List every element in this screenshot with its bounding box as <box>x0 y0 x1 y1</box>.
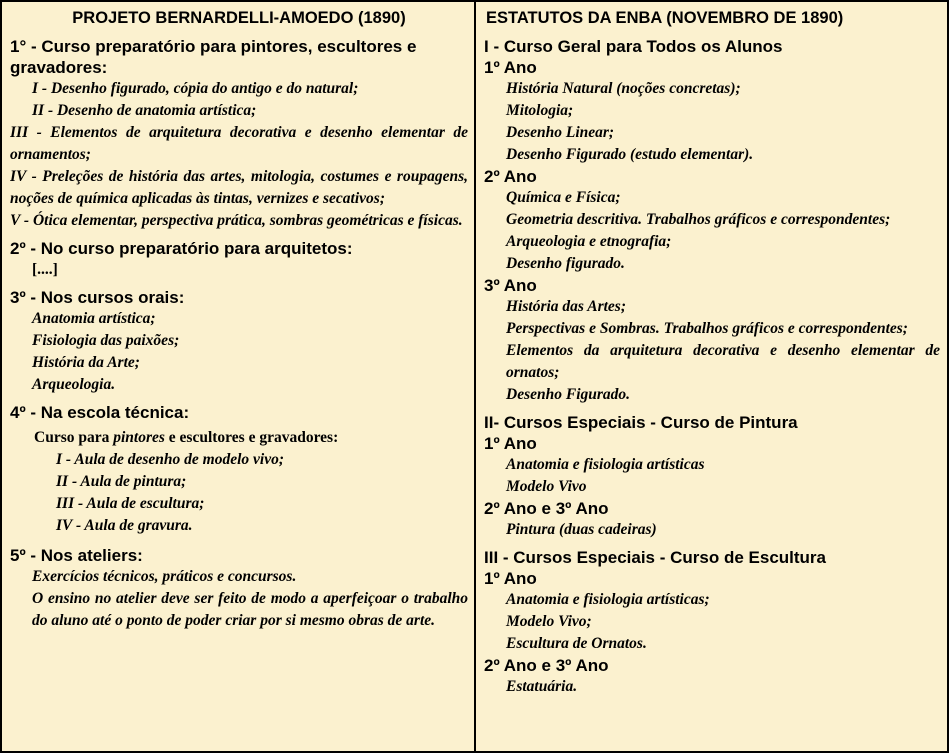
list-item: Arqueologia. <box>32 376 116 393</box>
list-item: IV - Preleções de história das artes, mitologia, costumes e roupagens, noções de química aplicadas às tintas, vernizes e secativos; <box>10 168 468 207</box>
list-item: Pintura (duas cadeiras) <box>506 521 657 538</box>
year-heading: 2º Ano <box>484 167 537 186</box>
left-header: PROJETO BERNARDELLI-AMOEDO (1890) <box>72 9 406 27</box>
course-3-title: III - Cursos Especiais - Curso de Escultura <box>484 548 826 567</box>
section-2-title: 2º - No curso preparatório para arquitetos: <box>10 239 353 258</box>
section-4-intro <box>10 427 468 449</box>
year-heading: 2º Ano e 3º Ano <box>484 499 609 518</box>
course-2-title: II- Cursos Especiais - Curso de Pintura <box>484 413 798 432</box>
list-item: Arqueologia e etnografia; <box>506 233 672 250</box>
list-item: História das Artes; <box>506 298 626 315</box>
list-item: Modelo Vivo <box>506 478 587 495</box>
list-item: O ensino no atelier deve ser feito de modo a aperfeiçoar o trabalho do aluno até o ponto de poder criar por si mesmo obras de arte. <box>32 590 468 629</box>
list-item: Perspectivas e Sombras. Trabalhos gráficos e correspondentes; <box>506 320 908 337</box>
section-1-title: 1° - Curso preparatório para pintores, escultores e gravadores: <box>10 37 417 77</box>
list-item: Desenho figurado. <box>506 255 625 272</box>
list-item: Estatuária. <box>506 678 578 695</box>
list-item: II - Aula de pintura; <box>56 473 187 490</box>
list-item: III - Aula de escultura; <box>56 495 205 512</box>
year-heading: 1º Ano <box>484 569 537 588</box>
list-item: I - Desenho figurado, cópia do antigo e do natural; <box>32 80 359 97</box>
intro-emphasis: pintores <box>113 429 165 446</box>
intro-text: e escultores e gravadores: <box>164 429 339 446</box>
list-item: Modelo Vivo; <box>506 613 592 630</box>
left-column <box>10 2 468 632</box>
list-item: I - Aula de desenho de modelo vivo; <box>56 451 285 468</box>
list-item: Química e Física; <box>506 189 621 206</box>
course-1-title: I - Curso Geral para Todos os Alunos <box>484 37 783 56</box>
section-3-title: 3º - Nos cursos orais: <box>10 288 185 307</box>
list-item: Elementos da arquitetura decorativa e desenho elementar de ornatos; <box>506 342 940 381</box>
list-item: II - Desenho de anatomia artística; <box>32 102 257 119</box>
section-5-title: 5º - Nos ateliers: <box>10 546 143 565</box>
list-item: Anatomia e fisiologia artísticas <box>506 456 705 473</box>
right-header: ESTATUTOS DA ENBA (NOVEMBRO DE 1890) <box>486 9 844 27</box>
list-item: Geometria descritiva. Trabalhos gráficos e correspondentes; <box>506 211 891 228</box>
list-item: V - Ótica elementar, perspectiva prática, sombras geométricas e físicas. <box>10 212 463 229</box>
list-item: Escultura de Ornatos. <box>506 635 647 652</box>
ellipsis-note: [....] <box>32 261 58 278</box>
section-4-title: 4º - Na escola técnica: <box>10 403 190 422</box>
list-item: IV - Aula de gravura. <box>56 517 193 534</box>
list-item: Mitologia; <box>506 102 574 119</box>
list-item: Desenho Figurado. <box>506 386 631 403</box>
list-item: Desenho Linear; <box>506 124 615 141</box>
list-item: Desenho Figurado (estudo elementar). <box>506 146 754 163</box>
list-item: História da Arte; <box>32 354 140 371</box>
right-column <box>484 2 940 698</box>
list-item: Anatomia artística; <box>32 310 156 327</box>
year-heading: 1º Ano <box>484 434 537 453</box>
column-divider <box>474 2 476 751</box>
list-item: Fisiologia das paixões; <box>32 332 180 349</box>
year-heading: 3º Ano <box>484 276 537 295</box>
list-item: III - Elementos de arquitetura decorativa e desenho elementar de ornamentos; <box>10 124 468 163</box>
year-heading: 2º Ano e 3º Ano <box>484 656 609 675</box>
intro-text: Curso para <box>34 429 114 446</box>
list-item: Anatomia e fisiologia artísticas; <box>506 591 710 608</box>
year-heading: 1º Ano <box>484 58 537 77</box>
list-item: História Natural (noções concretas); <box>506 80 741 97</box>
list-item: Exercícios técnicos, práticos e concursos. <box>32 568 297 585</box>
